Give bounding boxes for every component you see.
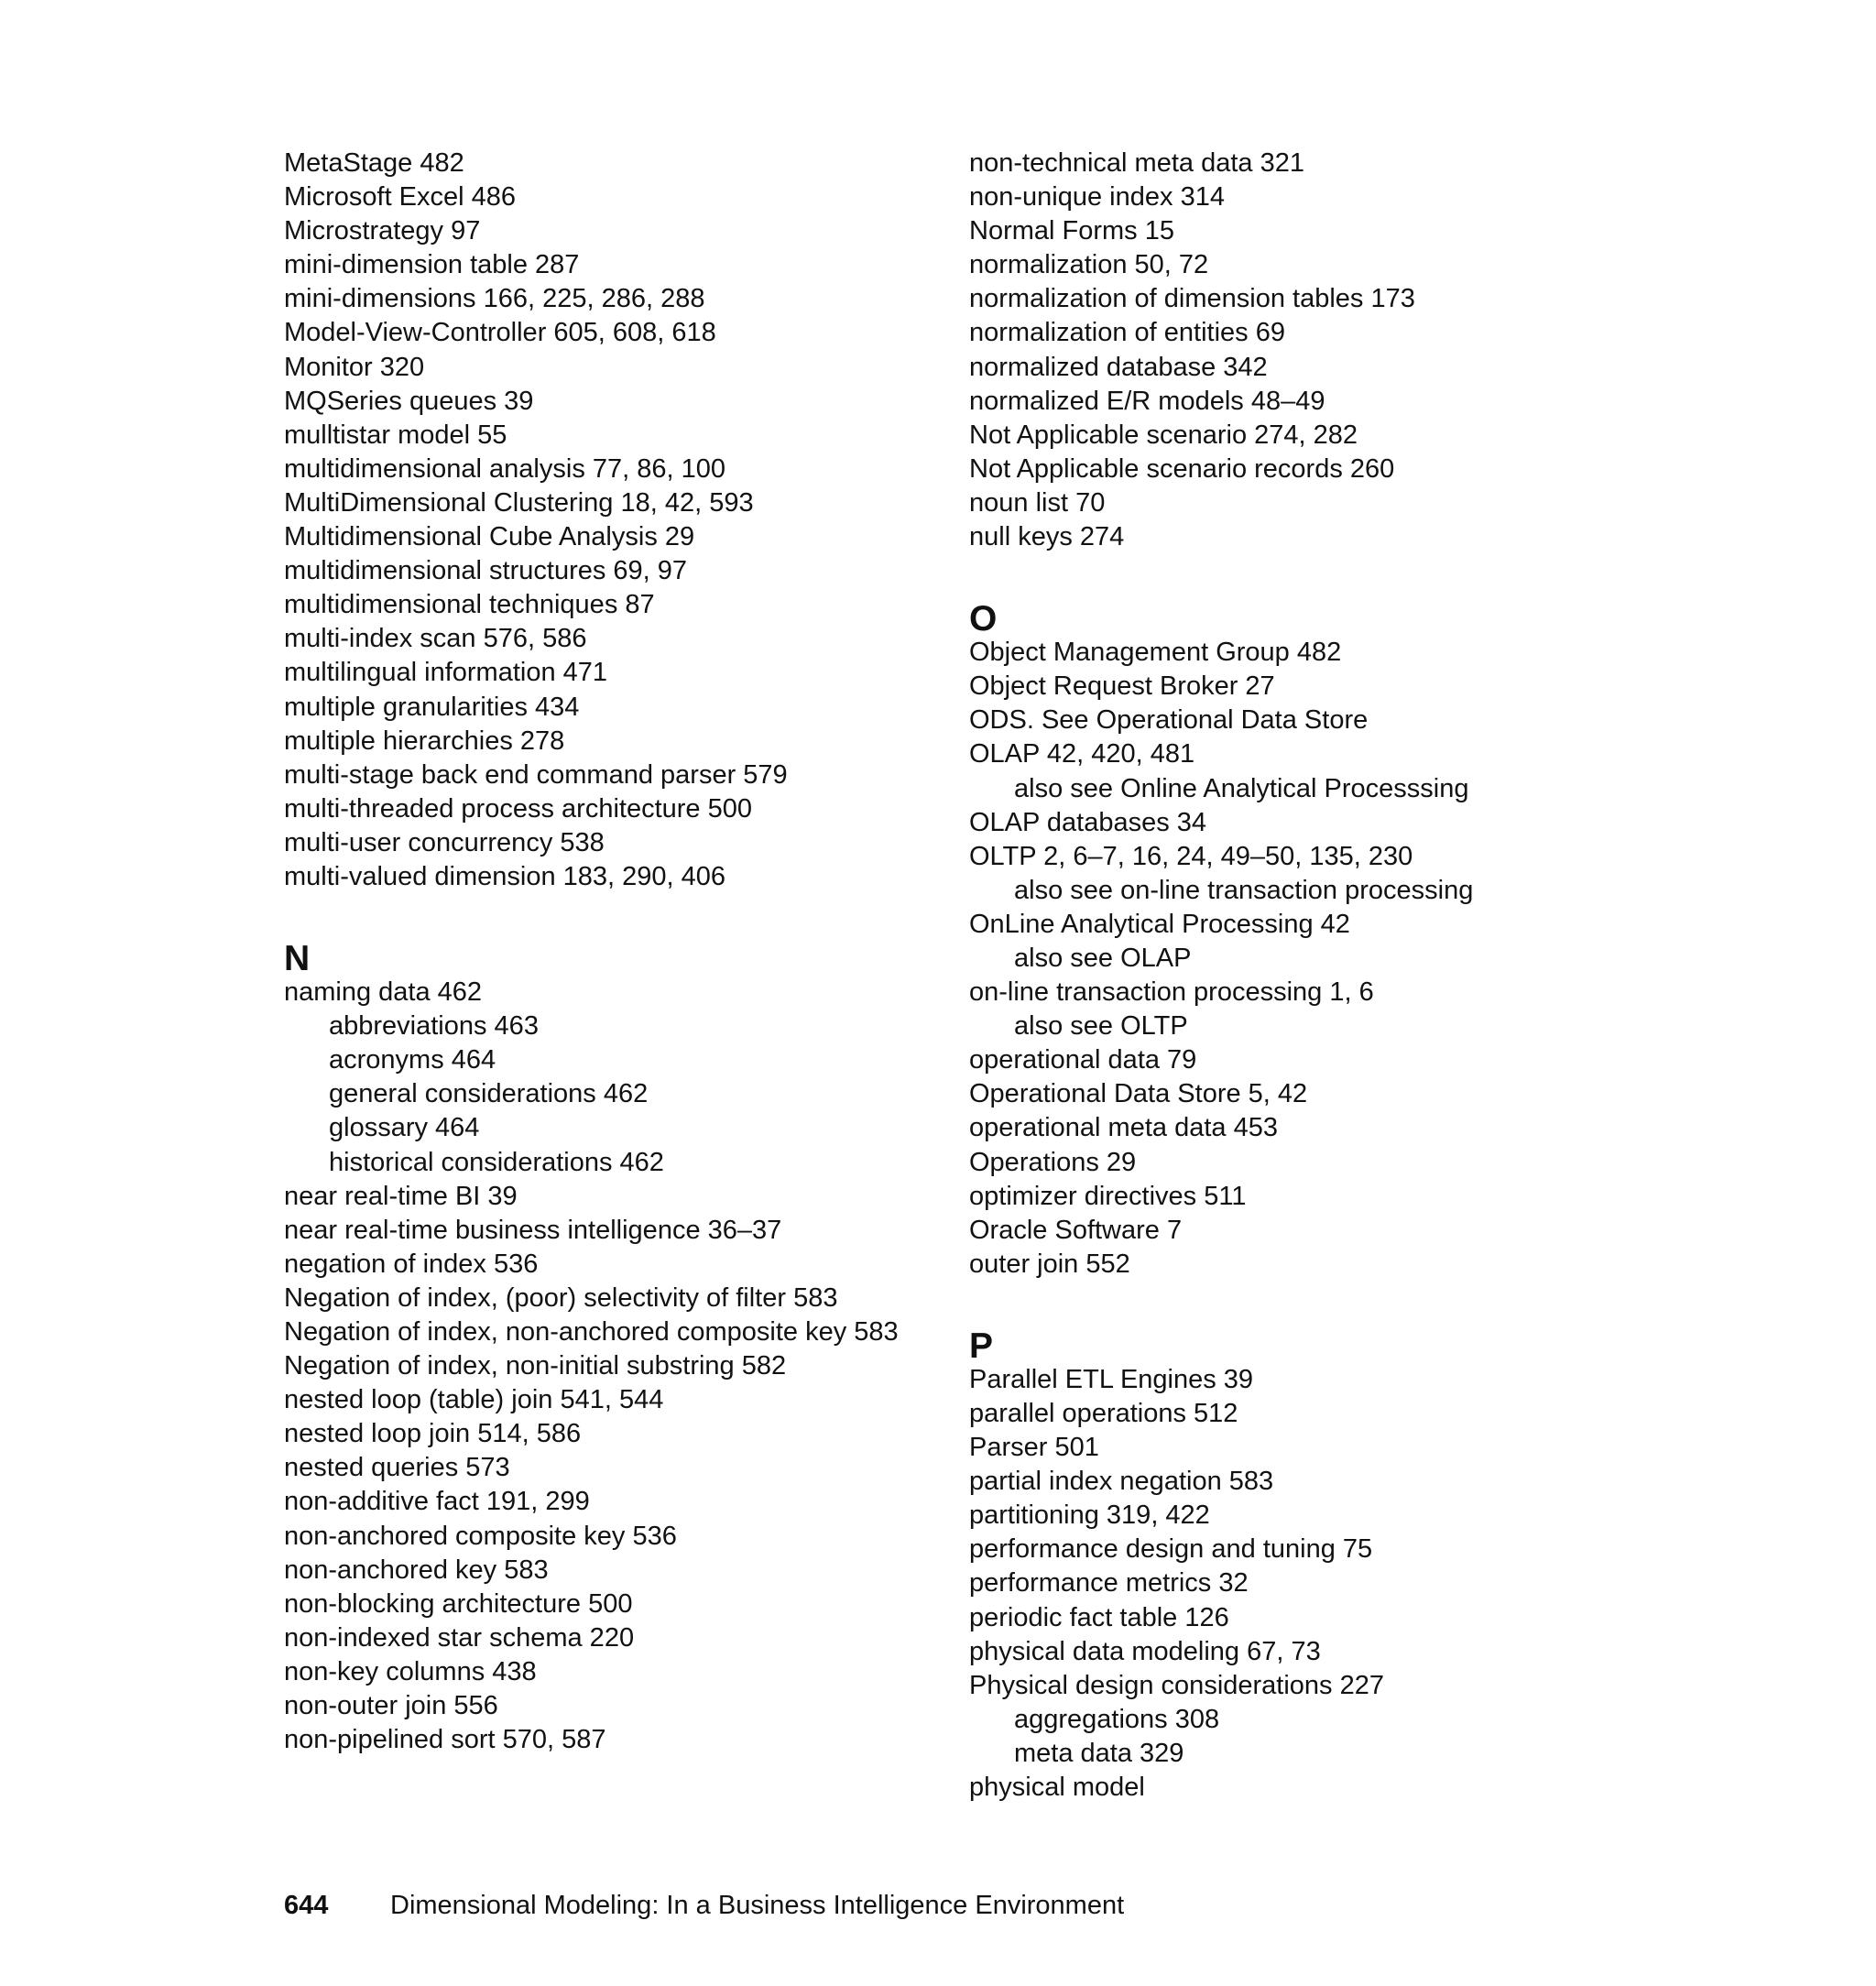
index-entry: MetaStage 482 [284,148,464,178]
page-number: 644 [284,1891,329,1920]
index-subentry: acronyms 464 [329,1045,496,1075]
index-column-right [969,147,1629,1805]
index-entry: negation of index 536 [284,1249,539,1279]
index-entry: Normal Forms 15 [969,216,1174,246]
index-column-left [284,147,925,1757]
index-entry: mini-dimension table 287 [284,250,580,280]
index-entry: operational meta data 453 [969,1113,1278,1143]
index-subentry: aggregations 308 [1014,1704,1220,1734]
index-entry: Oracle Software 7 [969,1215,1183,1245]
index-entry: MQSeries queues 39 [284,386,534,416]
index-subentry: abbreviations 463 [329,1011,539,1042]
index-entry: non-anchored key 583 [284,1555,549,1585]
index-entry: Not Applicable scenario records 260 [969,453,1395,484]
index-entry: outer join 552 [969,1249,1130,1279]
index-entry: Object Management Group 482 [969,638,1342,668]
index-entry: Microstrategy 97 [284,216,481,246]
index-entry: normalized E/R models 48–49 [969,386,1325,416]
index-entry: partial index negation 583 [969,1467,1274,1497]
section-letter-o: O [969,599,998,639]
index-entry: multi-valued dimension 183, 290, 406 [284,861,726,891]
index-entry: on-line transaction processing 1, 6 [969,977,1374,1008]
index-entry: Not Applicable scenario 274, 282 [969,420,1358,450]
index-entry: Operations 29 [969,1147,1137,1177]
index-entry: noun list 70 [969,487,1106,518]
index-subentry: historical considerations 462 [329,1147,664,1177]
index-subentry: also see OLTP [1014,1011,1188,1042]
index-entry: normalization of entities 69 [969,318,1285,348]
index-entry: OLAP 42, 420, 481 [969,739,1195,769]
index-entry: Negation of index, non-initial substring 582 [284,1351,787,1381]
index-subentry: also see Online Analytical Processsing [1014,773,1469,803]
index-subentry: glossary 464 [329,1113,480,1143]
index-entry: multi-user concurrency 538 [284,827,605,857]
index-entry: Negation of index, (poor) selectivity of filter 583 [284,1282,838,1313]
index-entry: nested loop (table) join 541, 544 [284,1385,664,1415]
index-entry: nested loop join 514, 586 [284,1419,582,1449]
index-entry: multidimensional structures 69, 97 [284,556,688,586]
index-entry: mini-dimensions 166, 225, 286, 288 [284,284,705,314]
index-entry: operational data 79 [969,1045,1197,1075]
index-entry: non-blocking architecture 500 [284,1588,633,1619]
index-entry: multi-index scan 576, 586 [284,624,587,654]
index-entry: multi-stage back end command parser 579 [284,759,788,790]
index-entry: normalization 50, 72 [969,250,1209,280]
section-letter-n: N [284,939,311,979]
index-entry: null keys 274 [969,522,1125,552]
index-entry: Physical design considerations 227 [969,1670,1384,1700]
index-entry: Object Request Broker 27 [969,671,1275,702]
index-entry: non-key columns 438 [284,1656,537,1686]
index-entry: non-technical meta data 321 [969,148,1304,178]
index-entry: Microsoft Excel 486 [284,182,517,213]
index-entry: performance metrics 32 [969,1568,1249,1599]
index-entry: non-indexed star schema 220 [284,1622,635,1653]
index-entry: multiple granularities 434 [284,692,580,722]
index-entry: OnLine Analytical Processing 42 [969,909,1350,939]
index-entry: non-anchored composite key 536 [284,1521,677,1551]
index-subentry: meta data 329 [1014,1738,1184,1768]
index-entry: non-outer join 556 [284,1691,498,1721]
index-subentry: general considerations 462 [329,1079,649,1109]
index-entry: Negation of index, non-anchored composite key 583 [284,1317,899,1347]
index-entry: normalization of dimension tables 173 [969,284,1415,314]
section-letter-p: P [969,1326,994,1366]
index-entry: mulltistar model 55 [284,420,507,450]
index-entry: OLTP 2, 6–7, 16, 24, 49–50, 135, 230 [969,841,1413,871]
index-entry: non-pipelined sort 570, 587 [284,1725,606,1755]
index-entry: Parser 501 [969,1433,1099,1463]
index-entry: multi-threaded process architecture 500 [284,793,752,824]
index-entry: normalized database 342 [969,352,1268,382]
index-entry: naming data 462 [284,977,483,1008]
index-entry: near real-time business intelligence 36–37 [284,1215,782,1245]
index-entry: physical data modeling 67, 73 [969,1636,1321,1666]
index-entry: Operational Data Store 5, 42 [969,1079,1308,1109]
index-entry: optimizer directives 511 [969,1181,1247,1211]
index-entry: Parallel ETL Engines 39 [969,1364,1254,1394]
page-footer [284,1889,1124,1922]
index-entry: parallel operations 512 [969,1399,1238,1428]
index-subentry: also see on-line transaction processing [1014,875,1474,905]
index-entry: non-unique index 314 [969,182,1225,213]
index-subentry: also see OLAP [1014,943,1192,973]
index-entry: physical model [969,1773,1145,1803]
index-entry: multiple hierarchies 278 [284,726,565,756]
index-entry: Monitor 320 [284,352,425,382]
index-entry: performance design and tuning 75 [969,1534,1373,1565]
index-entry: multidimensional techniques 87 [284,590,655,620]
index-entry: Model-View-Controller 605, 608, 618 [284,318,716,348]
index-entry: ODS. See Operational Data Store [969,705,1369,736]
index-entry: OLAP databases 34 [969,807,1207,837]
index-entry: Multidimensional Cube Analysis 29 [284,522,695,552]
book-title: Dimensional Modeling: In a Business Intelligence Environment [390,1891,1125,1920]
index-entry: nested queries 573 [284,1453,510,1483]
index-entry: near real-time BI 39 [284,1181,518,1211]
index-entry: multilingual information 471 [284,658,608,688]
index-entry: MultiDimensional Clustering 18, 42, 593 [284,487,754,518]
index-entry: non-additive fact 191, 299 [284,1487,590,1517]
index-entry: multidimensional analysis 77, 86, 100 [284,453,725,484]
index-entry: periodic fact table 126 [969,1602,1229,1632]
index-entry: partitioning 319, 422 [969,1500,1210,1531]
